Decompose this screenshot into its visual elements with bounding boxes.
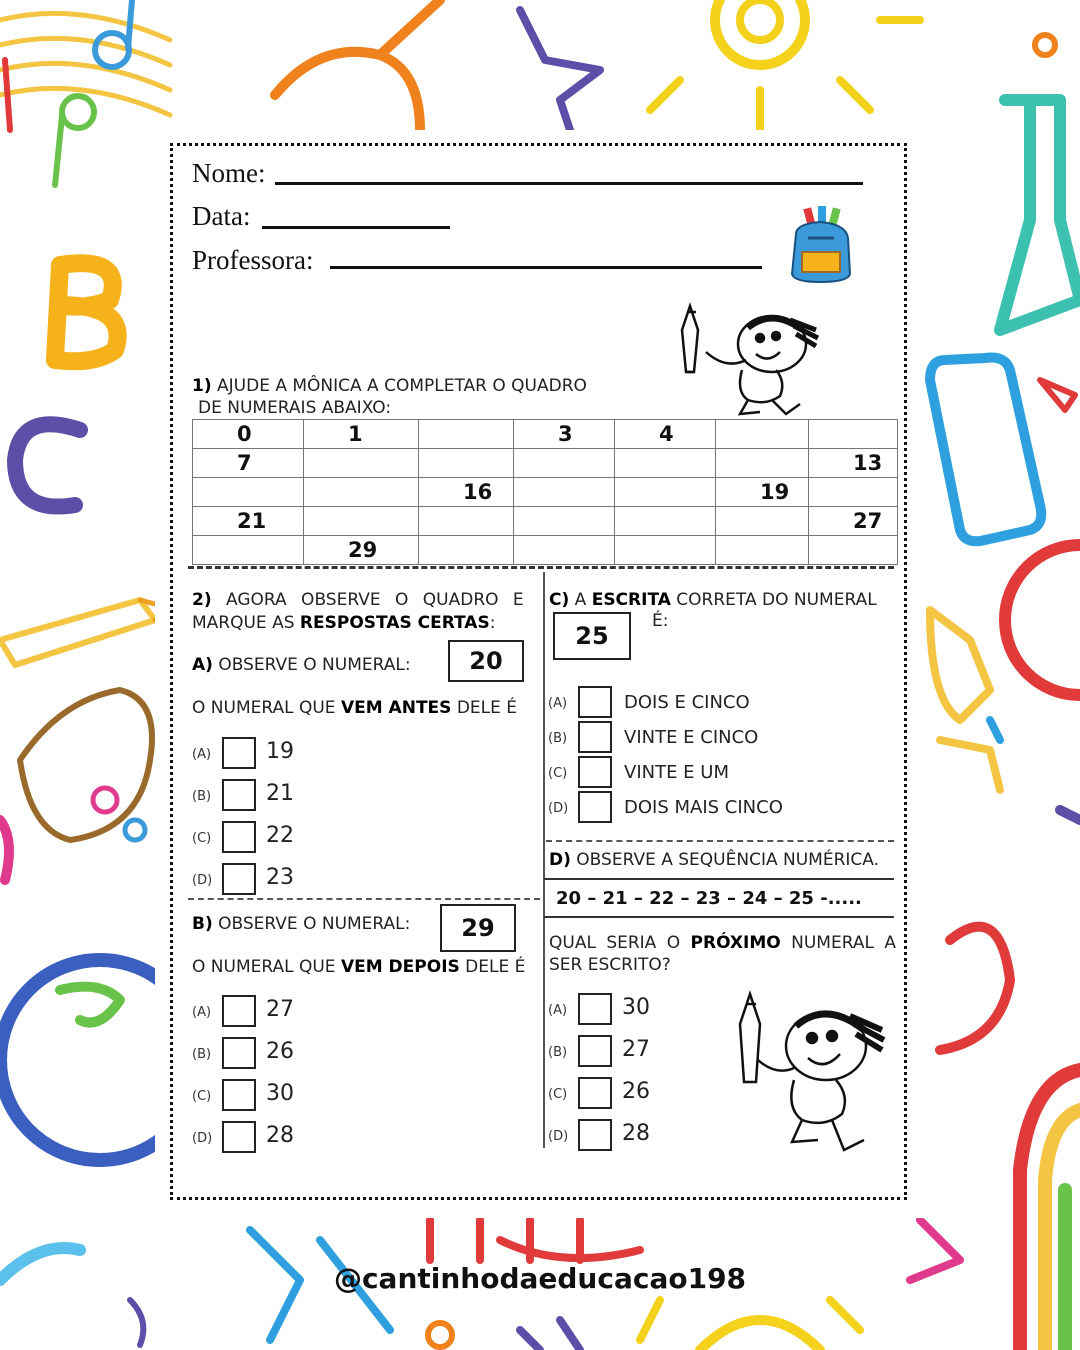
grid-cell: 13 bbox=[809, 449, 898, 478]
grid-cell[interactable] bbox=[716, 536, 809, 565]
qc-option[interactable] bbox=[548, 686, 878, 720]
option-value: 27 bbox=[266, 997, 294, 1022]
option-letter: (A) bbox=[548, 1003, 568, 1018]
cd-divider bbox=[546, 840, 894, 842]
option-value: VINTE E CINCO bbox=[624, 727, 759, 748]
qc-option[interactable] bbox=[548, 756, 878, 790]
qa-question-post: DELE É bbox=[456, 698, 518, 718]
grid-cell[interactable] bbox=[809, 536, 898, 565]
grid-cell[interactable] bbox=[615, 478, 716, 507]
qa-question-pre: O NUMERAL QUE bbox=[192, 698, 336, 718]
instagram-handle: @cantinhodaeducacao198 bbox=[333, 1262, 747, 1295]
answer-checkbox[interactable] bbox=[222, 1079, 256, 1111]
grid-cell[interactable] bbox=[716, 449, 809, 478]
option-value: VINTE E UM bbox=[624, 762, 729, 783]
option-value: 27 bbox=[622, 1037, 650, 1062]
q1-instruction-line1 bbox=[192, 376, 587, 396]
answer-checkbox[interactable] bbox=[578, 686, 612, 718]
grid-cell[interactable] bbox=[419, 449, 514, 478]
answer-checkbox[interactable] bbox=[578, 721, 612, 753]
qb-question-bold: VEM DEPOIS bbox=[340, 957, 460, 977]
grid-row bbox=[193, 420, 898, 449]
option-value: 30 bbox=[266, 1081, 294, 1106]
section-divider bbox=[188, 566, 894, 569]
q2-text-bold: RESPOSTAS CERTAS bbox=[299, 613, 490, 633]
answer-checkbox[interactable] bbox=[222, 779, 256, 811]
option-value: 23 bbox=[266, 865, 294, 890]
grid-row bbox=[193, 536, 898, 565]
grid-cell: 16 bbox=[419, 478, 514, 507]
answer-checkbox[interactable] bbox=[222, 995, 256, 1027]
option-value: 22 bbox=[266, 823, 294, 848]
grid-cell: 3 bbox=[514, 420, 615, 449]
qa-option[interactable] bbox=[192, 863, 522, 897]
backpack-icon bbox=[778, 204, 864, 286]
number-grid-table bbox=[192, 419, 898, 565]
grid-cell: 1 bbox=[304, 420, 419, 449]
grid-row bbox=[193, 507, 898, 536]
grid-cell: 21 bbox=[193, 507, 304, 536]
option-letter: (D) bbox=[192, 873, 213, 888]
grid-cell[interactable] bbox=[193, 478, 304, 507]
qd-sequence: 20 – 21 – 22 – 23 – 24 – 25 -..... bbox=[544, 878, 894, 918]
option-value: 28 bbox=[622, 1121, 650, 1146]
q1-number: 1) bbox=[192, 376, 212, 396]
option-letter: (C) bbox=[192, 1089, 212, 1104]
grid-row bbox=[193, 449, 898, 478]
grid-cell[interactable] bbox=[304, 507, 419, 536]
grid-cell[interactable] bbox=[514, 536, 615, 565]
qd-q-post: NUMERAL A bbox=[791, 933, 896, 953]
qb-numeral-box: 29 bbox=[440, 904, 516, 952]
qc-numeral-box: 25 bbox=[553, 612, 631, 660]
qb-question-post: DELE É bbox=[465, 957, 526, 977]
q2-instruction-line2 bbox=[192, 613, 495, 633]
option-letter: (C) bbox=[548, 766, 568, 781]
grid-cell[interactable] bbox=[514, 478, 615, 507]
grid-cell[interactable] bbox=[615, 449, 716, 478]
qb-option[interactable] bbox=[192, 1121, 522, 1155]
option-letter: (C) bbox=[548, 1087, 568, 1102]
answer-checkbox[interactable] bbox=[578, 993, 612, 1025]
qa-option[interactable] bbox=[192, 737, 522, 771]
qa-prompt bbox=[192, 655, 411, 675]
grid-cell[interactable] bbox=[193, 536, 304, 565]
answer-checkbox[interactable] bbox=[222, 1121, 256, 1153]
teacher-line bbox=[330, 266, 762, 269]
answer-checkbox[interactable] bbox=[222, 821, 256, 853]
answer-checkbox[interactable] bbox=[222, 737, 256, 769]
qa-option[interactable] bbox=[192, 821, 522, 855]
option-value: 30 bbox=[622, 995, 650, 1020]
option-letter: (D) bbox=[548, 801, 569, 816]
answer-checkbox[interactable] bbox=[578, 791, 612, 823]
name-label: Nome: bbox=[192, 158, 266, 188]
grid-cell[interactable] bbox=[419, 420, 514, 449]
qa-option[interactable] bbox=[192, 779, 522, 813]
q2-number: 2) bbox=[192, 590, 212, 610]
qb-prompt bbox=[192, 914, 410, 934]
qb-letter: B) bbox=[192, 914, 213, 934]
option-letter: (D) bbox=[548, 1129, 569, 1144]
qa-question-bold: VEM ANTES bbox=[340, 698, 452, 718]
option-value: DOIS MAIS CINCO bbox=[624, 797, 783, 818]
q2-instruction-line1 bbox=[192, 590, 524, 610]
option-value: 26 bbox=[622, 1079, 650, 1104]
grid-cell[interactable] bbox=[809, 478, 898, 507]
grid-cell[interactable] bbox=[304, 449, 419, 478]
grid-cell[interactable] bbox=[514, 449, 615, 478]
teacher-label: Professora: bbox=[192, 245, 314, 275]
answer-checkbox[interactable] bbox=[578, 1077, 612, 1109]
qd-prompt bbox=[549, 850, 879, 870]
option-value: 26 bbox=[266, 1039, 294, 1064]
grid-cell: 29 bbox=[304, 536, 419, 565]
qc-pre: A bbox=[574, 590, 587, 610]
q2-text-pre: MARQUE AS bbox=[192, 613, 295, 633]
option-value: 21 bbox=[266, 781, 294, 806]
qb-option[interactable] bbox=[192, 1037, 522, 1071]
grid-cell[interactable] bbox=[419, 536, 514, 565]
qc-letter: C) bbox=[549, 590, 570, 610]
q2-text-line1: AGORA OBSERVE O QUADRO E bbox=[226, 590, 524, 610]
qd-prompt-text: OBSERVE A SEQUÊNCIA NUMÉRICA. bbox=[576, 850, 879, 870]
grid-cell[interactable] bbox=[809, 420, 898, 449]
qc-line2: É: bbox=[652, 611, 669, 631]
qa-letter: A) bbox=[192, 655, 213, 675]
grid-cell[interactable] bbox=[615, 507, 716, 536]
option-letter: (B) bbox=[548, 1045, 568, 1060]
name-line bbox=[275, 182, 863, 185]
grid-cell[interactable] bbox=[419, 507, 514, 536]
qa-question bbox=[192, 698, 517, 718]
qb-question bbox=[192, 957, 525, 977]
option-letter: (D) bbox=[192, 1131, 213, 1146]
ab-divider bbox=[188, 898, 540, 900]
qb-option[interactable] bbox=[192, 995, 522, 1029]
qc-option[interactable] bbox=[548, 791, 878, 825]
q1-instruction-line2: DE NUMERAIS ABAIXO: bbox=[198, 398, 392, 418]
option-letter: (A) bbox=[192, 1005, 212, 1020]
qd-question-line2: SER ESCRITO? bbox=[549, 955, 671, 975]
grid-cell[interactable] bbox=[716, 507, 809, 536]
option-value: DOIS E CINCO bbox=[624, 692, 750, 713]
grid-cell[interactable] bbox=[615, 536, 716, 565]
date-line bbox=[262, 226, 450, 229]
option-value: 19 bbox=[266, 739, 294, 764]
qc-post: CORRETA DO NUMERAL bbox=[676, 590, 877, 610]
grid-cell[interactable] bbox=[716, 420, 809, 449]
qc-bold: ESCRITA bbox=[591, 590, 671, 610]
answer-checkbox[interactable] bbox=[578, 1035, 612, 1067]
qd-q-pre: QUAL SERIA O bbox=[549, 933, 681, 953]
qa-numeral-box: 20 bbox=[448, 640, 524, 682]
qb-option[interactable] bbox=[192, 1079, 522, 1113]
answer-checkbox[interactable] bbox=[222, 1037, 256, 1069]
answer-checkbox[interactable] bbox=[222, 863, 256, 895]
qd-question-line1 bbox=[549, 933, 896, 953]
qd-q-bold: PRÓXIMO bbox=[690, 933, 781, 953]
grid-row bbox=[193, 478, 898, 507]
q2-text-post: : bbox=[489, 613, 496, 633]
grid-cell[interactable] bbox=[514, 507, 615, 536]
qc-prompt bbox=[549, 590, 877, 610]
grid-cell: 4 bbox=[615, 420, 716, 449]
answer-checkbox[interactable] bbox=[578, 756, 612, 788]
option-value: 28 bbox=[266, 1123, 294, 1148]
answer-checkbox[interactable] bbox=[578, 1119, 612, 1151]
option-letter: (A) bbox=[548, 696, 568, 711]
qd-letter: D) bbox=[549, 850, 571, 870]
monica-character-illustration-2 bbox=[732, 990, 888, 1158]
option-letter: (A) bbox=[192, 747, 212, 762]
qa-prompt-text: OBSERVE O NUMERAL: bbox=[218, 655, 411, 675]
monica-character-illustration bbox=[676, 300, 824, 418]
grid-cell: 19 bbox=[716, 478, 809, 507]
column-divider bbox=[543, 572, 545, 1148]
qb-prompt-text: OBSERVE O NUMERAL: bbox=[218, 914, 411, 934]
option-letter: (C) bbox=[192, 831, 212, 846]
q1-text: AJUDE A MÔNICA A COMPLETAR O QUADRO bbox=[217, 376, 587, 396]
qc-option[interactable] bbox=[548, 721, 878, 755]
grid-cell: 7 bbox=[193, 449, 304, 478]
date-label: Data: bbox=[192, 201, 251, 231]
option-letter: (B) bbox=[192, 1047, 212, 1062]
grid-cell[interactable] bbox=[304, 478, 419, 507]
option-letter: (B) bbox=[192, 789, 212, 804]
qb-question-pre: O NUMERAL QUE bbox=[192, 957, 336, 977]
option-letter: (B) bbox=[548, 731, 568, 746]
grid-cell: 0 bbox=[193, 420, 304, 449]
grid-cell: 27 bbox=[809, 507, 898, 536]
